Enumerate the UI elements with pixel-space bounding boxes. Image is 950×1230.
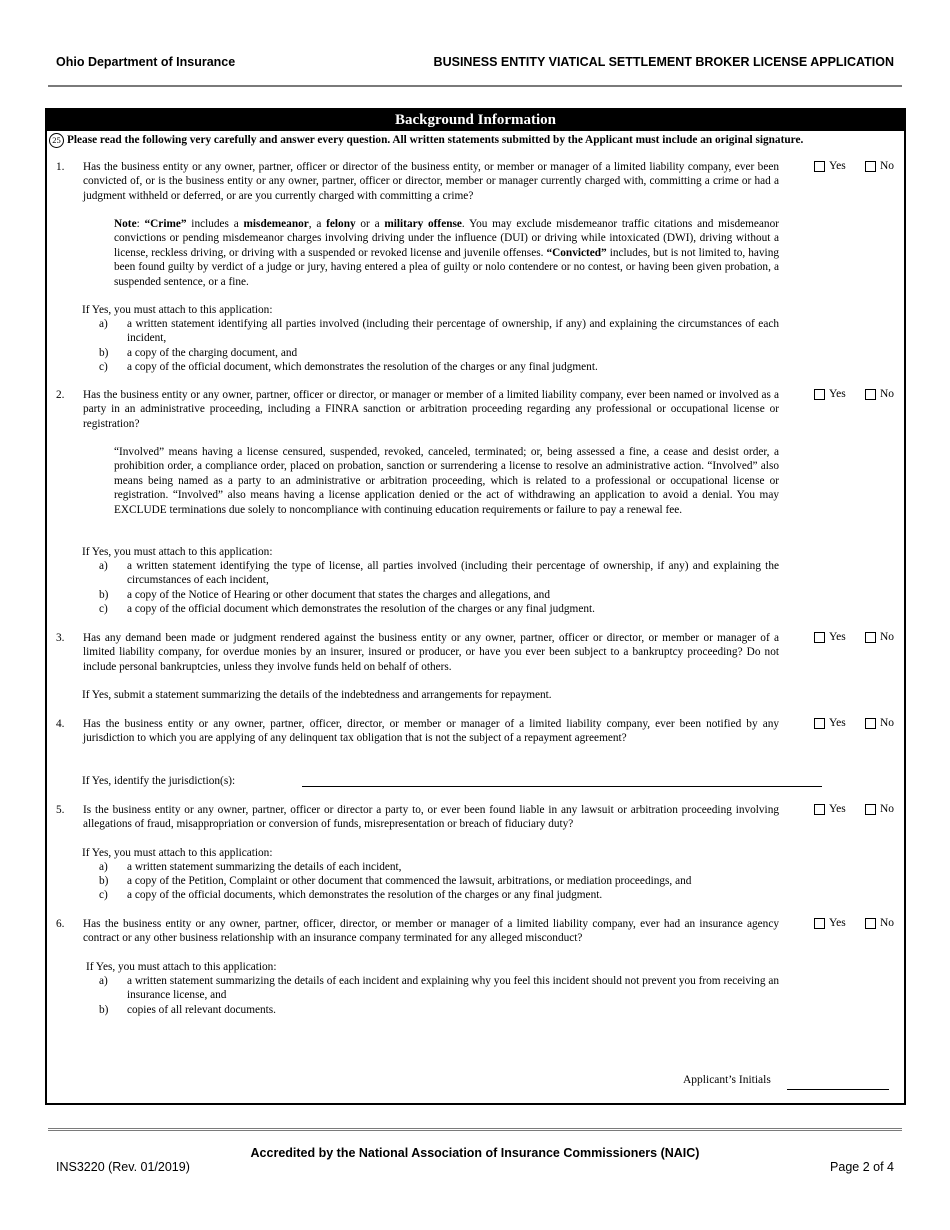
if-yes-label: If Yes, you must attach to this application: <box>86 961 277 973</box>
jurisdiction-field <box>82 774 235 788</box>
yes-checkbox[interactable] <box>814 918 825 929</box>
question-4 <box>47 717 904 792</box>
question-text: Has the business entity or any owner, partner, officer or director of the business entity, or member or manager of a limited liability company, ever been convicted of, or is the business entity or any owner, partner, officer or director, member or manager currently charged with, committing a crime or had a judgment withheld or deferred, or are you currently charged with committing a crime? <box>83 161 779 202</box>
no-label: No <box>880 160 895 172</box>
yes-checkbox[interactable] <box>814 718 825 729</box>
yes-label: Yes <box>829 717 846 729</box>
question-text: Has the business entity or any owner, partner, officer, director, or member or manager of a limited liability company, ever been notified by any jurisdiction to which you are applying of any delinquent tax obligation that is not the subject of a repayment agreement? <box>83 718 779 745</box>
yes-no-group <box>814 803 904 817</box>
yes-label: Yes <box>829 388 846 400</box>
yes-label: Yes <box>829 803 846 815</box>
question-text: Has the business entity or any owner, partner, officer or director, or manager or member of a limited liability company, ever been named or involved as a party in an administrative proceeding, including a FINRA sanction or arbitration proceeding regarding any professional or occupational license or registration? <box>83 389 779 430</box>
jurisdiction-label: If Yes, identify the jurisdiction(s): <box>82 775 236 787</box>
no-label: No <box>880 803 895 815</box>
question-1: 1. Has the business entity or any owner, partner, officer or director of the business entity, or member or manager of a limited liability company, ever been convicted of, or is the business entity or any owner, partner, officer or director, member or manager currently charged with, committing a crime or had a judgment withheld or deferred, or are you currently charged with committing a crime? Yes No Note: “Crime” includes a misdemeanor, a felony or a military offense. You may exclude misdemeanor traffic citations and misdemeanor convictions or pending misdemeanor charges involving driving under the influence (DUI) or driving while intoxicated (DWI), driving without a license, reckless driving, or driving with a suspended or revoked license and juvenile offenses. “Convicted” includes, but is not limited to, having been found guilty by verdict of a judge or jury, having entered a plea of guilty or nolo contendere or no contest, or having been given probation, a suspended sentence, or a fine. If Yes, you must attach to this application: a) a written statement identifying all parties involved (including their percentage of ownership, if any) and explaining the circumstances of each incident, b) a copy of the charging document, and c) a copy of the official document, which demonstrates the resolution of the charges or any final judgment. <box>47 160 904 375</box>
yes-no-group <box>814 631 904 645</box>
section-number-badge: 25 <box>49 133 64 148</box>
question-5: 5. Is the business entity or any owner, partner, officer or director a party to, or ever been found liable in any lawsuit or arbitration proceeding involving allegations of fraud, misappropriation or conversion of funds, misrepresentation or breach of fiduciary duty? Yes No If Yes, you must attach to this application: a) a written statement summarizing the details of each incident, b) a copy of the Petition, Complaint or other document that commenced the lawsuit, arbitrations, or mediation proceedings, and c) a copy of the official documents, which demonstrates the resolution of the charges or any final judgment. <box>47 803 904 908</box>
yes-no-group <box>814 160 904 174</box>
question-number: 4. <box>56 718 65 730</box>
question-number: 5. <box>56 804 65 816</box>
accreditation-text: Accredited by the National Association of Insurance Commissioners (NAIC) <box>250 1146 700 1160</box>
no-label: No <box>880 388 895 400</box>
no-label: No <box>880 717 895 729</box>
question-number: 3. <box>56 632 65 644</box>
yes-checkbox[interactable] <box>814 632 825 643</box>
yes-label: Yes <box>829 631 846 643</box>
question-text: Is the business entity or any owner, partner, officer or director a party to, or ever been found liable in any lawsuit or arbitration proceeding involving allegations of fraud, misappropriation or conversion of funds, misrepresentation or breach of fiduciary duty? <box>83 804 779 831</box>
if-yes-label: If Yes, submit a statement summarizing the details of the indebtedness and arrangements for repayment. <box>82 689 552 701</box>
if-yes-label: If Yes, you must attach to this application: <box>82 304 273 316</box>
no-checkbox[interactable] <box>865 389 876 400</box>
form-title: BUSINESS ENTITY VIATICAL SETTLEMENT BROKER LICENSE APPLICATION <box>433 55 894 69</box>
form-number: INS3220 (Rev. 01/2019) <box>56 1160 190 1174</box>
if-yes-label: If Yes, you must attach to this application: <box>82 546 273 558</box>
page-number: Page 2 of 4 <box>830 1160 894 1174</box>
question-3 <box>47 631 904 706</box>
no-checkbox[interactable] <box>865 161 876 172</box>
no-label: No <box>880 631 895 643</box>
applicant-initials-field[interactable] <box>787 1089 889 1090</box>
crime-note: Note: “Crime” includes a misdemeanor, a felony or a military offense. You may exclude misdemeanor traffic citations and misdemeanor convictions or pending misdemeanor charges involving driving under the influence (DUI) or driving while intoxicated (DWI), driving without a license, reckless driving, or driving with a suspended or revoked license and juvenile offenses. “Convicted” includes, but is not limited to, having been found guilty by verdict of a judge or jury, having entered a plea of guilty or nolo contendere or no contest, or having been given probation, a suspended sentence, or a fine. <box>114 218 779 288</box>
no-label: No <box>880 917 895 929</box>
intro-text: Please read the following very carefully and answer every question. All written statements submitted by the Applicant must include an original signature. <box>67 134 804 147</box>
no-checkbox[interactable] <box>865 918 876 929</box>
section-title: Background Information <box>47 110 904 131</box>
yes-label: Yes <box>829 917 846 929</box>
yes-checkbox[interactable] <box>814 804 825 815</box>
question-number: 1. <box>56 161 65 173</box>
no-checkbox[interactable] <box>865 632 876 643</box>
footer-rule <box>48 1128 902 1132</box>
applicant-initials-label: Applicant’s Initials <box>683 1074 771 1086</box>
question-2: 2. Has the business entity or any owner, partner, officer or director, or manager or member of a limited liability company, ever been named or involved as a party in an administrative proceeding, including a FINRA sanction or arbitration proceeding regarding any professional or occupational license or registration? Yes No “Involved” means having a license censured, suspended, revoked, canceled, terminated; or, being assessed a fine, a cease and desist order, a prohibition order, a compliance order, placed on probation, sanction or surrendering a license to resolve an administrative action. “Involved” also means being named as a party to an administrative or arbitration proceeding, which is related to a professional or occupational license or registration. “Involved” also means having a license application denied or the act of withdrawing an application to avoid a denial. You may EXCLUDE terminations due solely to noncompliance with continuing education requirements or failure to pay a renewal fee. If Yes, you must attach to this application: a) a written statement identifying the type of license, all parties involved (including their percentage of ownership, if any) and explaining the circumstances of each incident, b) a copy of the Notice of Hearing or other document that states the charges and allegations, and c) a copy of the official document which demonstrates the resolution of the charges or any final judgment. <box>47 388 904 618</box>
question-number: 6. <box>56 918 65 930</box>
involved-note: “Involved” means having a license censured, suspended, revoked, canceled, terminated; or, being assessed a fine, a cease and desist order, a prohibition order, a compliance order, placed on probation, sanction or surrendering a license to resolve an administrative action. “Involved” also means being named as a party to an administrative or arbitration proceeding, which is related to a professional or occupational license or registration. “Involved” also means having a license application denied or the act of withdrawing an application to avoid a denial. You may EXCLUDE terminations due solely to noncompliance with continuing education requirements or failure to pay a renewal fee. <box>114 446 779 516</box>
yes-no-group <box>814 388 904 402</box>
question-text: Has any demand been made or judgment rendered against the business entity or any owner, partner, officer or director, or member or manager of a limited liability company, for overdue monies by an insurer, insured or producer, or have you ever been subject to a bankruptcy proceeding? Do not include personal bankruptcies, unless they involve funds held on behalf of others. <box>83 632 779 673</box>
yes-checkbox[interactable] <box>814 161 825 172</box>
section-intro <box>49 133 803 148</box>
yes-no-group <box>814 717 904 731</box>
yes-label: Yes <box>829 160 846 172</box>
yes-no-group <box>814 917 904 931</box>
no-checkbox[interactable] <box>865 804 876 815</box>
no-checkbox[interactable] <box>865 718 876 729</box>
question-number: 2. <box>56 389 65 401</box>
question-6: 6. Has the business entity or any owner, partner, officer, director, or member or manager of a limited liability company, ever had an insurance agency contract or any other business relationship with an insurance company terminated for any alleged misconduct? Yes No If Yes, you must attach to this application: a) a written statement summarizing the details of each incident and explaining why you feel this incident should not prevent you from receiving an insurance license, and b) copies of all relevant documents. <box>47 917 904 1022</box>
agency-name: Ohio Department of Insurance <box>56 55 236 69</box>
question-text: Has the business entity or any owner, partner, officer, director, or member or manager of a limited liability company, ever had an insurance agency contract or any other business relationship with an insurance company terminated for any alleged misconduct? <box>83 918 779 945</box>
jurisdiction-input-line[interactable] <box>302 786 822 787</box>
if-yes-label: If Yes, you must attach to this application: <box>82 847 273 859</box>
header-rule <box>48 85 902 87</box>
background-section <box>45 108 906 1105</box>
yes-checkbox[interactable] <box>814 389 825 400</box>
